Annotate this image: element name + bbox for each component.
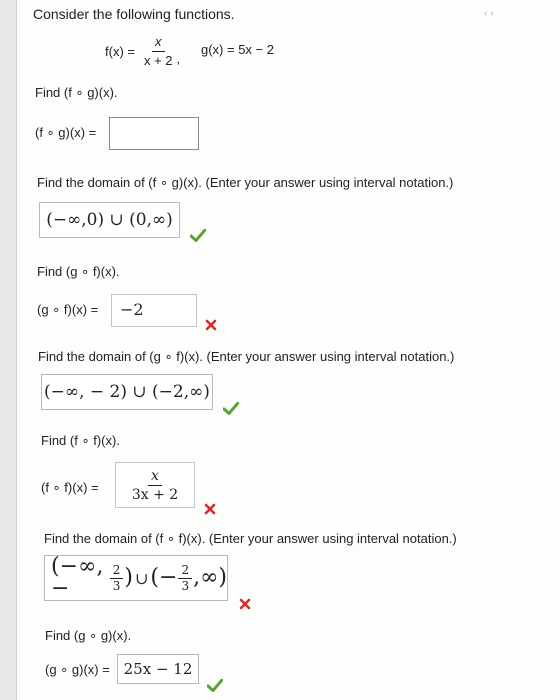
q6-part1-open: (−∞, −: [51, 554, 104, 601]
f-label: f(x) =: [105, 44, 135, 59]
q5-denominator: 3x + 2: [131, 486, 179, 503]
q6-part1-close: ): [124, 565, 134, 590]
q1-answer-input[interactable]: [109, 117, 199, 150]
cross-icon: [204, 503, 216, 515]
q1-prompt: Find (f ∘ g)(x).: [35, 85, 118, 100]
q2-answer-box[interactable]: (−∞,0) ∪ (0,∞): [39, 202, 180, 238]
cross-icon: [205, 319, 217, 331]
cross-icon: [239, 598, 251, 610]
q6-part1-num: 2: [110, 564, 124, 579]
q2-prompt: Find the domain of (f ∘ g)(x). (Enter your answer using interval notation.): [37, 175, 454, 190]
f-denominator: x + 2: [143, 53, 173, 68]
q6-part2-den: 3: [181, 578, 190, 593]
checkmark-icon: [190, 229, 206, 242]
q3-answer-value: −2: [120, 300, 144, 319]
q4-answer-box[interactable]: (−∞, − 2) ∪ (−2,∞): [41, 374, 213, 410]
q5-answer-input[interactable]: [115, 462, 195, 508]
q7-prompt: Find (g ∘ g)(x).: [45, 628, 132, 643]
q7-label: (g ∘ g)(x) =: [45, 662, 110, 677]
function-f-definition: [105, 34, 180, 69]
q5-answer-fraction: [129, 468, 181, 503]
q5-prompt: Find (f ∘ f)(x).: [41, 433, 120, 448]
function-g-definition: g(x) = 5x − 2: [201, 42, 274, 57]
q6-part2-open: (−: [150, 565, 178, 590]
q6-answer-box[interactable]: [44, 555, 228, 601]
f-comma: ,: [176, 51, 181, 66]
q7-answer-box[interactable]: 25x − 12: [117, 654, 199, 684]
q6-part2-num: 2: [178, 564, 192, 579]
q6-part2-fraction: [178, 564, 192, 593]
q5-numerator: x: [148, 468, 162, 486]
q6-part1-den: 3: [112, 578, 121, 593]
q6-part1-fraction: [110, 564, 124, 593]
chevrons-icon[interactable]: ‹ ›: [484, 8, 494, 19]
q3-answer-input[interactable]: [111, 294, 197, 327]
checkmark-icon: [207, 679, 223, 692]
f-fraction: [141, 34, 176, 69]
q6-prompt: Find the domain of (f ∘ f)(x). (Enter your answer using interval notation.): [44, 531, 457, 546]
q3-prompt: Find (g ∘ f)(x).: [37, 264, 120, 279]
q5-label: (f ∘ f)(x) =: [41, 480, 99, 495]
q4-prompt: Find the domain of (g ∘ f)(x). (Enter your answer using interval notation.): [38, 349, 455, 364]
instruction-text: Consider the following functions.: [33, 6, 235, 22]
f-numerator: x: [152, 34, 165, 52]
q6-union: ∪: [135, 568, 149, 588]
q3-label: (g ∘ f)(x) =: [37, 302, 99, 317]
q6-part2-close: ,∞): [193, 565, 227, 590]
q1-label: (f ∘ g)(x) =: [35, 125, 97, 140]
question-page: [16, 0, 560, 700]
checkmark-icon: [223, 402, 239, 415]
